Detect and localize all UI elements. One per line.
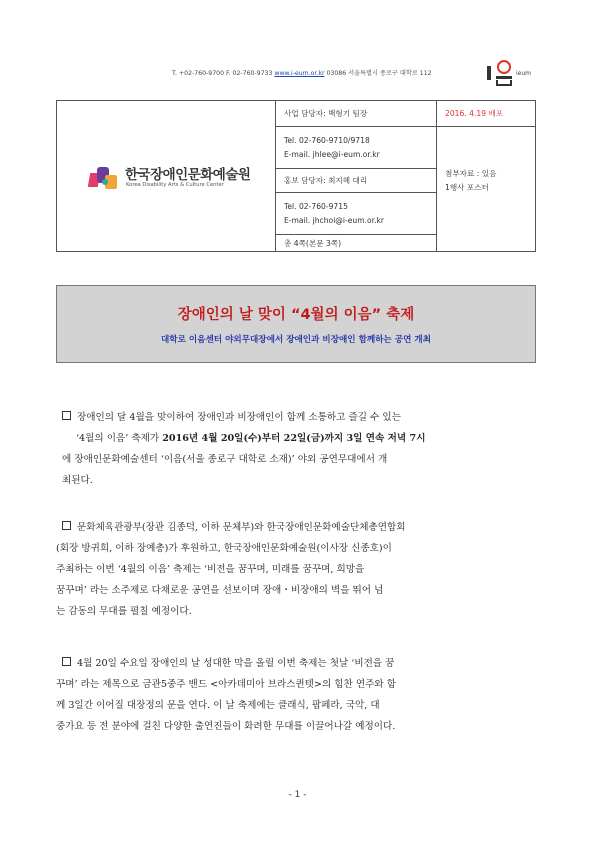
headline-box <box>56 285 536 363</box>
paragraph-line: 최된다. <box>62 475 93 486</box>
paragraph-line: 는 감동의 무대를 펼칠 예정이다. <box>56 606 192 617</box>
address-text: 03086 서울특별시 종로구 대학로 112 <box>324 70 432 77</box>
org-name-kr: 한국장애인문화예술원 <box>125 167 251 183</box>
paragraph-line: (회장 방귀희, 이하 장예총)가 후원하고, 한국장애인문화예술원(이사장 신종호)이 <box>56 543 392 554</box>
headline-title: 장애인의 날 맞이 “4월의 이음” 축제 <box>177 307 415 323</box>
attachment-line-2: 1행사 포스터 <box>445 183 489 192</box>
ieum-logo-label: ieum <box>516 70 532 77</box>
manager-row: 사업 담당자: 백형기 팀장 <box>276 101 436 127</box>
manager-contact-row <box>276 127 436 169</box>
org-name-en: Korea Disability Arts & Culture Center <box>126 182 224 188</box>
kdacc-mark-icon <box>89 165 119 191</box>
paragraph-line <box>62 655 394 669</box>
page-number: - 1 - <box>288 790 307 800</box>
pr-row: 홍보 담당자: 최지혜 대리 <box>276 169 436 193</box>
website-link[interactable]: www.i-eum.or.kr <box>274 70 325 77</box>
manager-email: E-mail. jhlee@i-eum.or.kr <box>284 150 380 159</box>
paragraph-line: 에 장애인문화예술센터 ‘이음(서울 종로구 대학로 소재)’ 야외 공연무대에서 개 <box>62 454 388 465</box>
paragraph-text: 문화체육관광부(장관 김종덕, 이하 문체부)와 한국장애인문화예술단체총연합회 <box>77 522 406 533</box>
pr-email: E-mail. jhchoi@i-eum.or.kr <box>284 216 385 225</box>
square-bullet-icon <box>62 521 71 530</box>
paragraph-line: 주최하는 이번 ‘4월의 이음’ 축제는 ‘비전을 꿈꾸며, 미래를 꿈꾸며, 희망을 <box>56 564 365 575</box>
attachment-line-1: 첨부자료 : 있음 <box>445 169 497 178</box>
paragraph-line <box>62 519 406 533</box>
paragraph-line: 께 3일간 이어질 대장정의 문을 연다. 이 날 축제에는 클래식, 팝페라, 국악, 대 <box>56 700 380 711</box>
paragraph-text: ‘4월의 이음’ 축제가 <box>76 433 163 444</box>
paragraph-line <box>76 430 425 444</box>
logo-cell <box>57 101 276 251</box>
paragraph-line: 꿈꾸며’ 라는 소주제로 다채로운 공연을 선보이며 장애・비장애의 벽을 뛰어 넘 <box>56 585 384 596</box>
ieum-logo <box>487 56 537 86</box>
kdacc-logo <box>89 163 279 195</box>
contact-line <box>172 68 532 77</box>
release-date: 2016. 4.19 배포 <box>437 101 536 127</box>
paragraph-line: 중가요 등 전 분야에 걸친 다양한 출연진들이 화려한 무대를 이끌어나갈 예정이다. <box>56 721 396 732</box>
square-bullet-icon <box>62 657 71 666</box>
contact-text: T. +02-760-9700 F. 02-760-9733 <box>172 70 275 77</box>
attachment-info <box>445 167 496 195</box>
headline-subtitle: 대학로 이음센터 야외무대장에서 장애인과 비장애인 함께하는 공연 개최 <box>161 335 431 345</box>
paragraph-text: 4월 20일 수요일 장애인의 날 성대한 막을 올릴 이번 축제는 첫날 ‘비전을 꿈 <box>77 658 395 669</box>
page-count-row: 총 4쪽(본문 3쪽) <box>284 239 342 248</box>
paragraph-line: 꾸며’ 라는 제목으로 금관5중주 밴드 <아카데미아 브라스퀸텟>의 힘찬 연주와 함 <box>56 679 396 690</box>
event-date-highlight: 2016년 4월 20일(수)부터 22일(금)까지 3일 연속 저녁 7시 <box>162 433 426 444</box>
pr-tel: Tel. 02-760-9715 <box>284 202 348 211</box>
paragraph-line <box>62 409 401 423</box>
meta-column <box>436 101 536 251</box>
square-bullet-icon <box>62 411 71 420</box>
pr-contact-row <box>276 193 436 235</box>
press-info-table <box>56 100 536 252</box>
paragraph-text: 장애인의 달 4월을 맞이하여 장애인과 비장애인이 함께 소통하고 즐길 수 있는 <box>77 412 401 423</box>
manager-tel: Tel. 02-760-9710/9718 <box>284 136 370 145</box>
